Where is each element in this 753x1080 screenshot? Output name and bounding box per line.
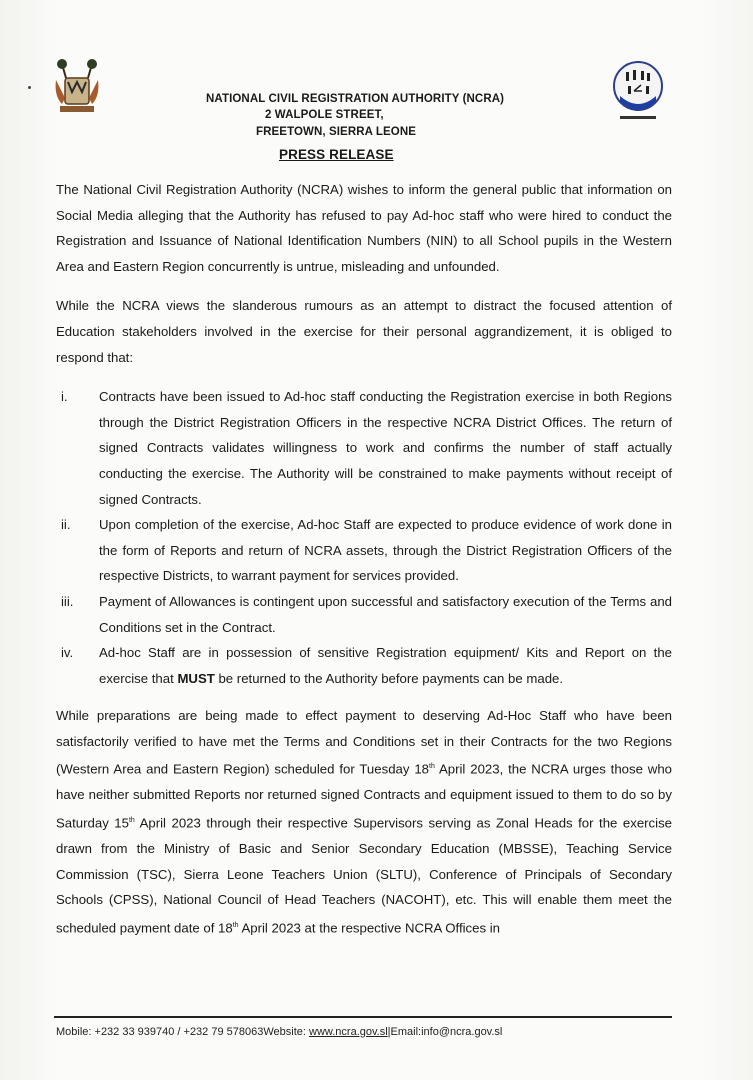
list-item-text: Contracts have been issued to Ad-hoc staff conducting the Registration exercise in both Regions through the District Registration Officers in the respective NCRA District Offices. The return of signed Contracts validates willingness to work and confirms the number of staff actually conducting the exercise. The Authority will be constrained to make payments without receipt of signed Contracts. xyxy=(99,389,672,507)
footer-mobile: Mobile: +232 33 939740 / +232 79 578063 xyxy=(56,1026,264,1038)
list-item-number: i. xyxy=(61,389,68,405)
ncra-logo-icon xyxy=(606,58,670,122)
response-points-list xyxy=(56,384,672,691)
list-item xyxy=(56,640,672,691)
paragraph-text: While preparations are being made to effect payment to deserving Ad-Hoc Staff who have been satisfactorily verified to have met the Terms and Conditions set in their Contracts for the two Regions (Western Area and Eastern Region) scheduled for Tuesday 18 xyxy=(56,708,672,777)
footer-contact xyxy=(56,1026,502,1038)
list-item-text: Ad-hoc Staff are in possession of sensitive Registration equipment/ Kits and Report on the exercise that xyxy=(99,645,672,686)
paragraph-payment xyxy=(56,703,672,941)
ordinal-suffix: th xyxy=(232,921,239,929)
footer-website-label: Website: xyxy=(263,1026,310,1038)
address-line-2: FREETOWN, SIERRA LEONE xyxy=(256,126,417,138)
paragraph-intro: The National Civil Registration Authority (NCRA) wishes to inform the general public that information on Social Media alleging that the Authority has refused to pay Ad-hoc staff who were hired to conduct the Registration and Issuance of National Identification Numbers (NIN) to all School pupils in the Western Area and Eastern Region concurrently is untrue, misleading and unfounded. xyxy=(56,182,672,274)
press-release-body xyxy=(56,177,672,955)
list-item-text: Upon completion of the exercise, Ad-hoc Staff are expected to produce evidence of work done in the form of Reports and return of NCRA assets, through the District Registration Officers of the respective Districts, to warrant payment for services provided. xyxy=(99,517,672,584)
list-item-number: ii. xyxy=(61,517,71,533)
footer-email: |Email:info@ncra.gov.sl xyxy=(387,1026,503,1038)
list-item-text: Payment of Allowances is contingent upon successful and satisfactory execution of the Terms and Conditions set in the Contract. xyxy=(99,593,672,635)
list-item-number: iii. xyxy=(61,593,74,609)
ordinal-suffix: th xyxy=(128,817,135,825)
coat-of-arms-icon xyxy=(52,58,102,116)
paragraph-response: While the NCRA views the slanderous rumours as an attempt to distract the focused attention of Education stakeholders involved in the exercise for their personal aggrandizement, it is obliged to respond that: xyxy=(56,298,672,365)
paragraph-text: April 2023, the NCRA urges those who have neither submitted Reports nor returned signed Contracts and equipment issued to them to do so by Saturday 15 xyxy=(56,761,672,831)
paragraph-text: April 2023 at the respective NCRA Offices in xyxy=(238,920,500,936)
list-item-text: be returned to the Authority before payments can be made. xyxy=(214,670,564,686)
list-item xyxy=(56,384,672,512)
paragraph-text: April 2023 through their respective Supervisors serving as Zonal Heads for the exercise drawn from the Ministry of Basic and Senior Secondary Education (MBSSE), Teaching Service Commission (TSC), Sierra Leone Teachers Union (SLTU), Conference of Principals of Secondary Schools (CPSS), National Council of Head Teachers (NACOHT), etc. This will enable them meet the scheduled payment date of 18 xyxy=(56,815,672,936)
list-item xyxy=(56,589,672,640)
website-link[interactable]: www.ncra.gov.sl xyxy=(309,1026,388,1038)
organization-name: NATIONAL CIVIL REGISTRATION AUTHORITY (NCRA) xyxy=(206,93,505,105)
address-line-1: 2 WALPOLE STREET, xyxy=(265,109,384,121)
ordinal-suffix: th xyxy=(429,763,435,771)
scan-speck xyxy=(28,86,31,89)
emphasis-must: MUST xyxy=(177,670,215,686)
footer-divider xyxy=(54,1016,672,1018)
document-title: PRESS RELEASE xyxy=(279,147,394,162)
list-item xyxy=(56,512,672,589)
list-item-number: iv. xyxy=(61,645,74,661)
